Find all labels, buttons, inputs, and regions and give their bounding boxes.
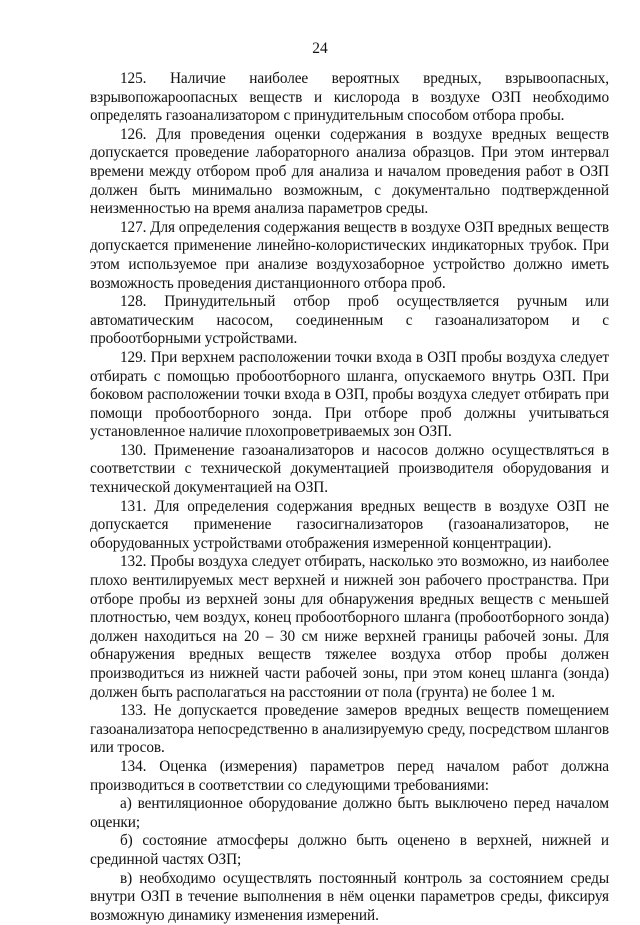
paragraph-127: 127. Для определения содержания веществ в воздухе ОЗП вредных веществ допускается применение линейно-колористических индикаторных трубок. При этом используемое при анализе воздухозаборное устройство должно иметь возможность проведения дистанционного отбора проб.	[90, 218, 609, 292]
paragraph-131: 131. Для определения содержания вредных веществ в воздухе ОЗП не допускается применение газосигнализаторов (газоанализаторов, не оборудованных устройствами отображения измеренной концентрации).	[90, 497, 609, 552]
paragraph-134: 134. Оценка (измерения) параметров перед началом работ должна производиться в соответствии со следующими требованиями:	[90, 757, 609, 794]
list-item-b: б) состояние атмосферы должно быть оценено в верхней, нижней и срединной частях ОЗП;	[90, 832, 609, 868]
paragraph-130: 130. Применение газоанализаторов и насосов должно осуществляться в соответствии с технической документацией производителя оборудования и технической документацией на ОЗП.	[90, 441, 609, 497]
paragraph-125: 125. Наличие наиболее вероятных вредных, взрывоопасных, взрывопожароопасных веществ и кислорода в воздухе ОЗП необходимо определять газоанализатором с принудительным способом отбора пробы.	[90, 70, 609, 125]
paragraph-133: 133. Не допускается проведение замеров вредных веществ помещением газоанализатора непосредственно в анализируемую среду, посредством шлангов или тросов.	[90, 702, 609, 757]
paragraph-128: 128. Принудительный отбор проб осуществляется ручным или автоматическим насосом, соединенным с газоанализатором и с пробоотборными устройствами.	[90, 293, 609, 348]
document-body	[90, 70, 609, 925]
list-item-v: в) необходимо осуществлять постоянный контроль за состоянием среды внутри ОЗП в течение выполнения в нём оценки параметров среды, фиксируя возможную динамику изменения измерений.	[90, 869, 609, 924]
paragraph-126: 126. Для проведения оценки содержания в воздухе вредных веществ допускается проведение лабораторного анализа образцов. При этом интервал времени между отбором проб для анализа и началом проведения работ в ОЗП должен быть минимально возможным, с документально подтвержденной неизменностью на время анализа параметров среды.	[90, 125, 609, 218]
page-number: 24	[312, 40, 328, 57]
list-item-a: а) вентиляционное оборудование должно быть выключено перед началом оценки;	[90, 795, 609, 831]
paragraph-132: 132. Пробы воздуха следует отбирать, насколько это возможно, из наиболее плохо вентилируемых мест верхней и нижней зон рабочего пространства. При отборе пробы из верхней зоны для обнаружения вредных веществ с меньшей плотностью, чем воздух, конец пробоотборного шланга (пробоотборного зонда) должен находиться на 20 – 30 см ниже верхней границы рабочей зоны. Для обнаружения вредных веществ тяжелее воздуха отбор пробы должен производиться из нижней части рабочей зоны, при этом конец шланга (зонда) должен быть располагаться на расстоянии от пола (грунта) не более 1 м.	[90, 553, 609, 701]
paragraph-129: 129. При верхнем расположении точки входа в ОЗП пробы воздуха следует отбирать с помощью пробоотборного шланга, опускаемого внутрь ОЗП. При боковом расположении точки входа в ОЗП, пробы воздуха следует отбирать при помощи пробоотборного зонда. При отборе проб должны учитываться установленное наличие плохопроветриваемых зон ОЗП.	[90, 348, 609, 441]
